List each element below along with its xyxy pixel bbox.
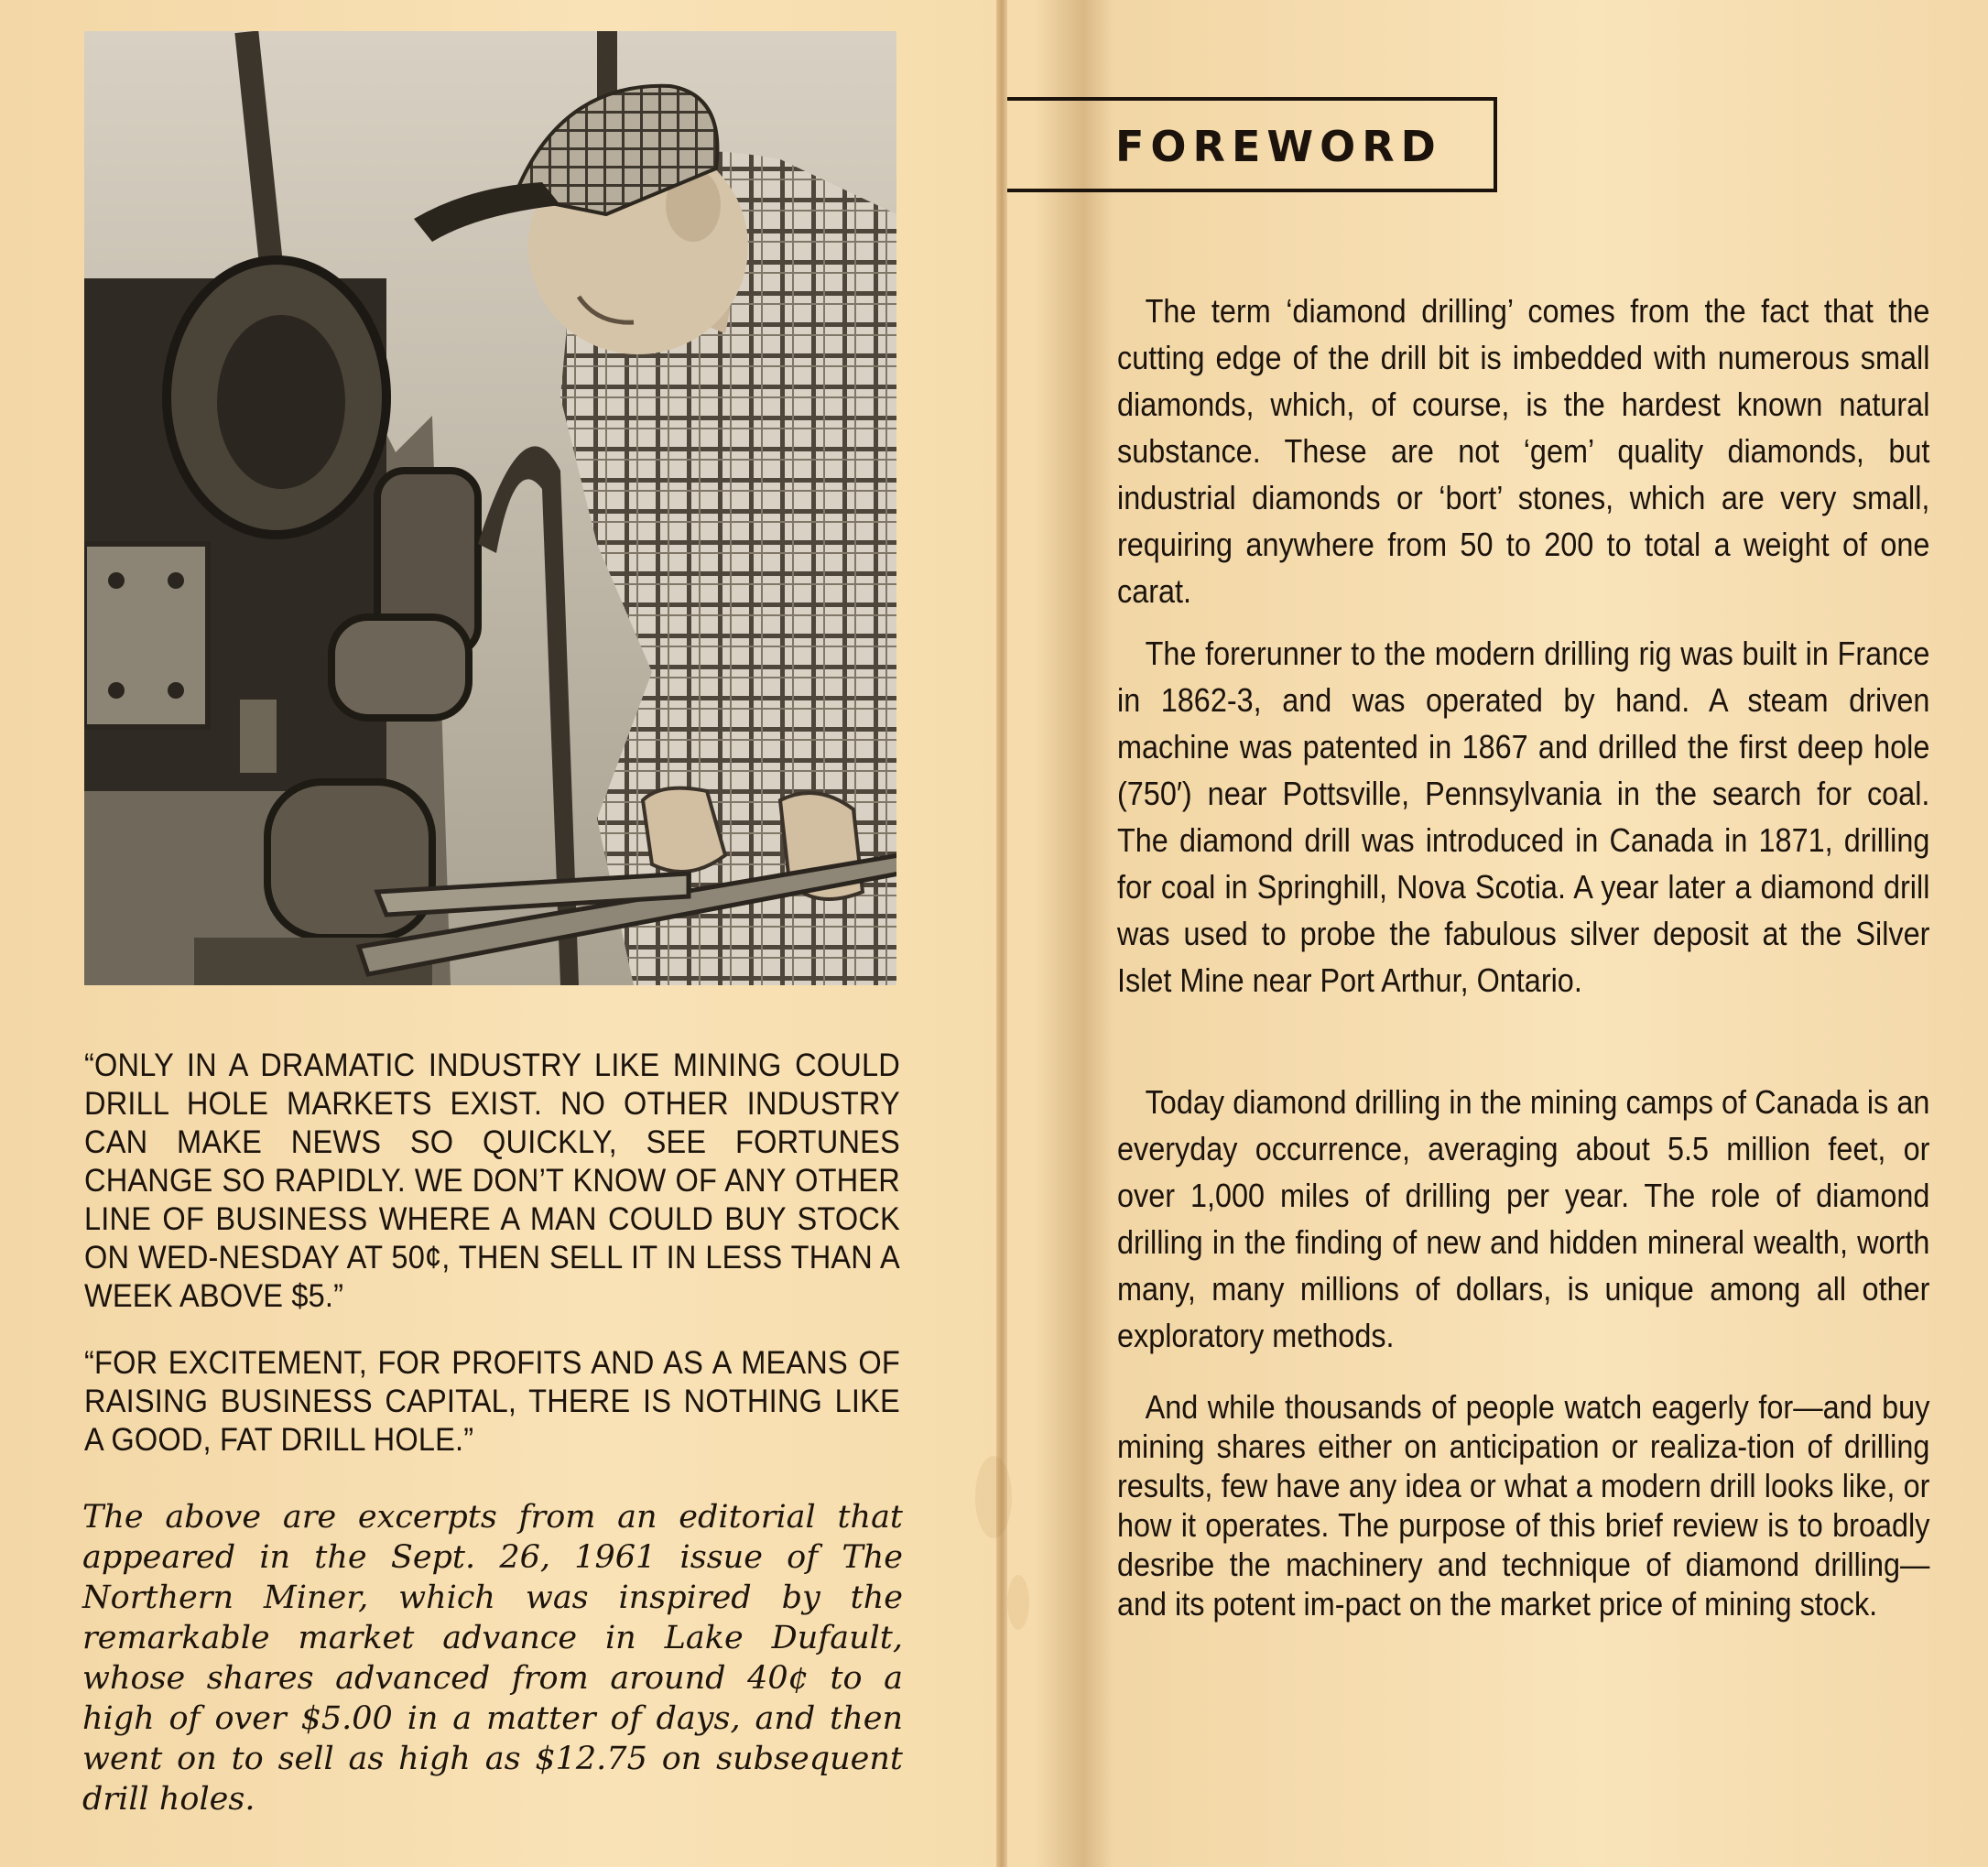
drill-operator-photo — [84, 31, 896, 985]
editorial-quote-1: “ONLY IN A DRAMATIC INDUSTRY LIKE MINING COULD DRILL HOLE MARKETS EXIST. NO OTHER INDUSTRY CAN MAKE NEWS SO QUICKLY, SEE FORTUNES CHANGE SO RAPIDLY. WE DON’T KNOW OF ANY OTHER LINE OF BUSINESS WHERE A MAN COULD BUY STOCK ON WED-NESDAY AT 50¢, THEN SELL IT IN LESS THAN A WEEK ABOVE $5.” — [84, 1047, 900, 1314]
foreword-paragraph-2: The forerunner to the modern drilling rig was built in France in 1862-3, and was operated by hand. A steam driven machine was patented in 1867 and drilled the first deep hole (750′) near Pottsville, Pennsylvania in the search for coal. The diamond drill was introduced in Canada in 1871, drilling for coal in Springhill, Nova Scotia. A year later a diamond drill was used to probe the fabulous silver deposit at the Silver Islet Mine near Port Arthur, Ontario. — [1117, 635, 1930, 999]
foreword-paragraph-4: And while thousands of people watch eagerly for—and buy mining shares either on anticipation or realiza-tion of drilling results, few have any idea or what a modern drill looks like, or how it operates. The purpose of this brief review is to broadly desribe the machinery and technique of diamond drilling—and its potent im-pact on the market price of mining stock. — [1117, 1388, 1930, 1623]
right-page — [1007, 0, 1988, 1867]
foreword-paragraph-3: Today diamond drilling in the mining camps of Canada is an everyday occurrence, averaging about 5.5 million feet, or over 1,000 miles of drilling per year. The role of diamond drilling in the finding of new and hidden mineral wealth, worth many, many millions of dollars, is unique among all other exploratory methods. — [1117, 1083, 1930, 1354]
book-gutter — [996, 0, 1007, 1867]
foreword-paragraph-1: The term ‘diamond drilling’ comes from the fact that the cutting edge of the drill bit is imbedded with numerous small diamonds, which, of course, is the hardest known natural substance. These are not ‘gem’ quality diamonds, but industrial diamonds or ‘bort’ stones, which are very small, requiring anywhere from 50 to 200 to total a weight of one carat. — [1117, 292, 1930, 610]
paper-stain — [975, 1456, 1012, 1538]
photo-illustration — [84, 31, 896, 985]
paper-stain — [1007, 1575, 1029, 1630]
editorial-quote-2: “FOR EXCITEMENT, FOR PROFITS AND AS A MEANS OF RAISING BUSINESS CAPITAL, THERE IS NOTHING LIKE A GOOD, FAT DRILL HOLE.” — [84, 1345, 900, 1458]
foreword-title: FOREWORD — [1115, 122, 1442, 171]
foreword-title-box — [1007, 97, 1497, 192]
editorial-source-note: The above are excerpts from an editorial that appeared in the Sept. 26, 1961 issue of The Northern Miner, which was inspired by the remarkable market advance in Lake Dufault, whose shares advanced from around 40¢ to a high of over $5.00 in a matter of days, and then went on to sell as high as $12.75 on subsequent drill holes. — [82, 1499, 903, 1818]
